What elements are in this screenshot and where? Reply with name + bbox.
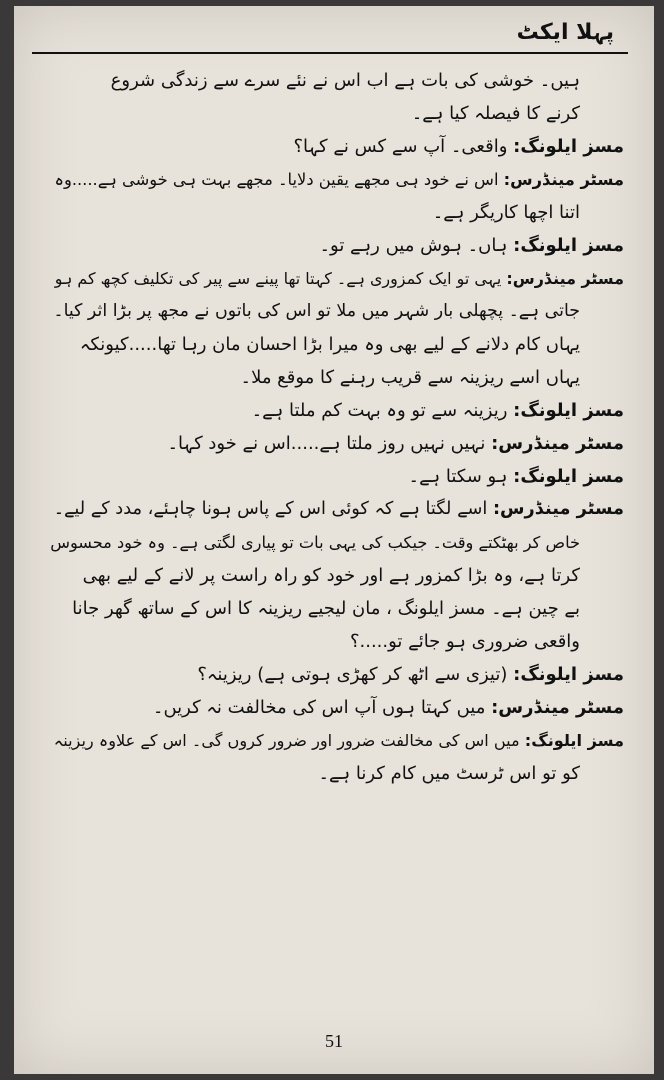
line-text: ریزینہ سے تو وہ بہت کم ملتا ہے۔ xyxy=(251,400,514,421)
line-text: بے چین ہے۔ مسز ایلونگ ، مان لیجیے ریزینہ کا اس کے ساتھ گھر جانا xyxy=(72,598,580,619)
line-text: ہو سکتا ہے۔ xyxy=(408,466,514,487)
speaker-label: مسٹر مینڈرس: xyxy=(492,499,624,519)
line-text: اس نے خود ہی مجھے یقین دلایا۔ مجھے بہت ہی خوشی ہے.....وہ xyxy=(54,170,504,189)
text-line xyxy=(54,757,624,790)
speaker-label: مسز ایلونگ: xyxy=(513,400,624,421)
line-text: میں اس کی مخالفت ضرور اور ضرور کروں گی۔ اس کے علاوہ ریزینہ xyxy=(53,731,525,750)
speaker-label: مسٹر مینڈرس: xyxy=(503,170,624,189)
line-text: اتنا اچھا کاریگر ہے۔ xyxy=(432,202,580,223)
line-text: (تیزی سے اٹھ کر کھڑی ہوتی ہے) ریزینہ؟ xyxy=(197,664,514,685)
text-line xyxy=(54,691,624,724)
line-text: کرتا ہے، وہ بڑا کمزور ہے اور خود کو راہ راست پر لانے کے لیے بھی xyxy=(82,565,580,586)
speaker-label: مسز ایلونگ: xyxy=(513,235,624,256)
text-line xyxy=(54,229,624,262)
line-text: یہی تو ایک کمزوری ہے۔ کہتا تھا پینے سے پیر کی تکلیف کچھ کم ہو xyxy=(54,269,507,288)
speaker-label: مسز ایلونگ: xyxy=(513,466,624,487)
text-line xyxy=(54,130,624,163)
line-text: اسے لگتا ہے کہ کوئی اس کے پاس ہونا چاہئے، مدد کے لیے۔ xyxy=(53,499,493,519)
text-line xyxy=(54,493,624,526)
text-line xyxy=(54,592,624,625)
text-line xyxy=(50,526,624,559)
running-header: پہلا ایکٹ xyxy=(516,20,614,45)
speaker-label: مسز ایلونگ: xyxy=(513,664,624,685)
text-line xyxy=(54,460,624,493)
speaker-label: مسٹر مینڈرس: xyxy=(506,269,624,288)
text-line xyxy=(54,295,624,328)
line-text: میں کہتا ہوں آپ اس کی مخالفت نہ کریں۔ xyxy=(152,697,492,718)
text-line xyxy=(54,427,624,460)
text-line xyxy=(54,559,624,592)
header-rule xyxy=(32,52,628,54)
line-text: کو تو اس ٹرسٹ میں کام کرنا ہے۔ xyxy=(318,763,580,784)
text-line xyxy=(54,97,624,130)
text-line xyxy=(54,262,624,295)
book-page xyxy=(14,6,654,1074)
text-line xyxy=(54,361,624,394)
line-text: ہیں۔ خوشی کی بات ہے اب اس نے نئے سرے سے زندگی شروع xyxy=(110,70,580,91)
page-number: 51 xyxy=(325,1031,343,1051)
line-text: نہیں نہیں روز ملتا ہے.....اس نے خود کہا۔ xyxy=(167,433,492,454)
line-text: کرنے کا فیصلہ کیا ہے۔ xyxy=(411,103,580,124)
line-text: یہاں کام دلانے کے لیے بھی وہ میرا بڑا احسان مان رہا تھا.....کیونکہ xyxy=(79,334,580,355)
speaker-label: مسٹر مینڈرس: xyxy=(491,433,624,454)
text-line xyxy=(54,196,624,229)
line-text: جاتی ہے۔ پچھلی بار شہر میں ملا تو اس کی باتوں نے مجھ پر بڑا اثر کیا۔ xyxy=(53,301,580,321)
speaker-label: مسٹر مینڈرس: xyxy=(491,697,624,718)
line-text: واقعی ضروری ہو جائے تو.....؟ xyxy=(349,631,580,652)
text-line xyxy=(54,328,624,361)
line-text: ہاں۔ ہوش میں رہے تو۔ xyxy=(319,235,514,256)
text-line xyxy=(54,625,624,658)
text-line xyxy=(54,394,624,427)
text-line xyxy=(54,724,624,757)
speaker-label: مسز ایلونگ: xyxy=(513,136,624,157)
dialogue-body xyxy=(50,64,624,790)
text-line xyxy=(54,64,624,97)
line-text: خاص کر بھٹکتے وقت۔ جیکب کی یہی بات تو پیاری لگتی ہے۔ وہ خود محسوس xyxy=(50,533,580,552)
line-text: واقعی۔ آپ سے کس نے کہا؟ xyxy=(293,136,514,157)
line-text: یہاں اسے ریزینہ سے قریب رہنے کا موقع ملا۔ xyxy=(240,367,580,388)
speaker-label: مسز ایلونگ: xyxy=(524,731,624,750)
text-line xyxy=(54,658,624,691)
text-line xyxy=(54,163,624,196)
